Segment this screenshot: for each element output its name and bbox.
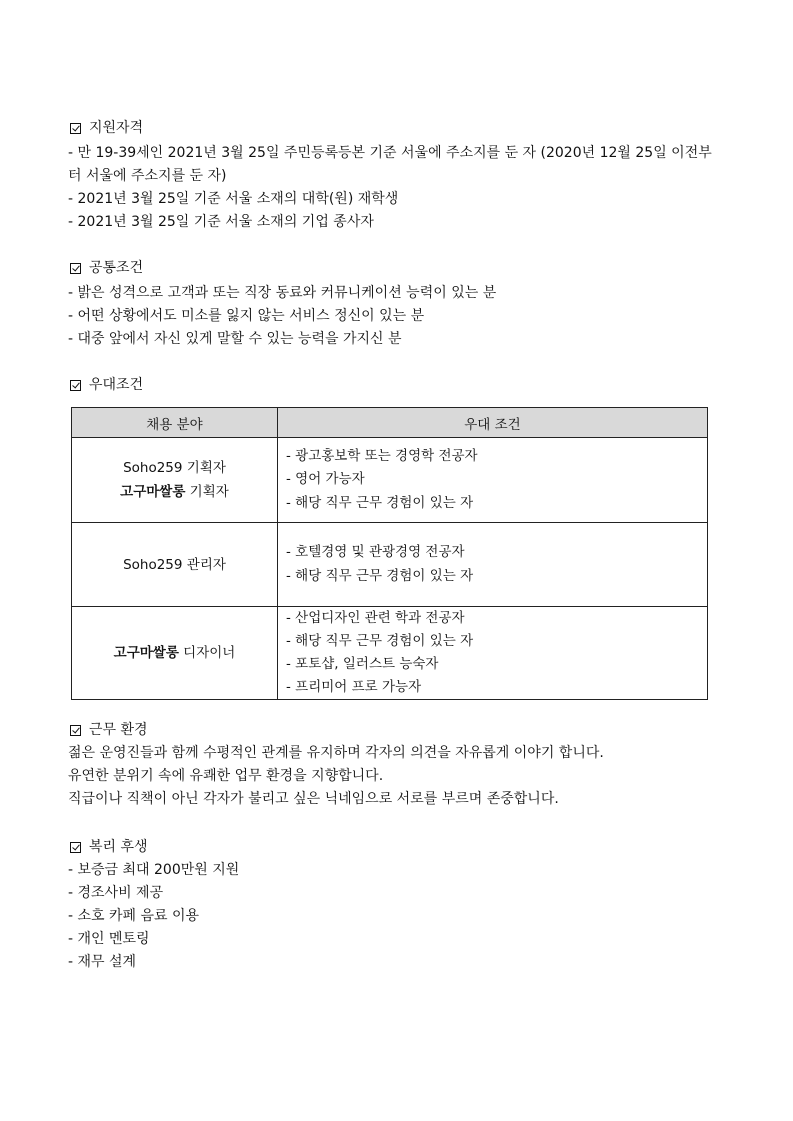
condition-item: - 프리미어 프로 가능자 — [286, 679, 422, 695]
condition-item: - 호텔경영 및 관광경영 전공자 — [286, 544, 465, 560]
checkbox-checked-icon — [70, 725, 81, 736]
table-row — [72, 438, 708, 523]
list-item: - 보증금 최대 200만원 지원 — [68, 862, 240, 878]
checkbox-checked-icon — [70, 263, 81, 274]
section-welfare — [68, 836, 728, 974]
field-cell — [72, 607, 278, 700]
paragraph-line: 직급이나 직책이 아닌 각자가 불리고 싶은 닉네임으로 서로를 부르며 존중합니다. — [68, 791, 559, 807]
table-header-row — [72, 408, 708, 438]
table-row — [72, 607, 708, 700]
condition-item: - 해당 직무 근무 경험이 있는 자 — [286, 633, 474, 649]
preferred-conditions-table — [71, 407, 708, 700]
section-title: 근무 환경 — [89, 722, 148, 738]
column-header-field: 채용 분야 — [72, 408, 278, 438]
list-item: - 재무 설계 — [68, 954, 137, 970]
section-common — [68, 257, 728, 351]
section-title: 공통조건 — [89, 260, 144, 276]
field-line: Soho259 기획자 — [123, 460, 226, 476]
checkbox-checked-icon — [70, 842, 81, 853]
section-heading — [68, 257, 728, 279]
section-preferred — [68, 374, 728, 396]
list-item: - 대중 앞에서 자신 있게 말할 수 있는 능력을 가지신 분 — [68, 331, 402, 347]
section-heading — [68, 719, 748, 741]
field-cell — [72, 523, 278, 607]
field-line: 고구마쌀롱 기획자 — [120, 484, 229, 500]
section-title: 복리 후생 — [89, 839, 148, 855]
list-item: - 만 19-39세인 2021년 3월 25일 주민등록등본 기준 서울에 주소지를 둔 자 (2020년 12월 25일 이전부터 서울에 주소지를 둔 자) — [68, 145, 712, 184]
section-heading — [68, 117, 728, 139]
section-environment — [68, 719, 748, 811]
list-item: - 경조사비 제공 — [68, 885, 164, 901]
list-item: - 2021년 3월 25일 기준 서울 소재의 대학(원) 재학생 — [68, 191, 399, 207]
conditions-cell — [278, 607, 708, 700]
section-qualification — [68, 117, 728, 234]
list-item: - 2021년 3월 25일 기준 서울 소재의 기업 종사자 — [68, 214, 374, 230]
list-item: - 소호 카페 음료 이용 — [68, 908, 200, 924]
condition-item: - 해당 직무 근무 경험이 있는 자 — [286, 567, 474, 584]
field-line: Soho259 관리자 — [123, 556, 226, 573]
section-title: 우대조건 — [89, 377, 144, 393]
field-cell — [72, 438, 278, 523]
condition-item: - 해당 직무 근무 경험이 있는 자 — [286, 494, 474, 511]
section-heading — [68, 836, 728, 858]
paragraph-line: 젊은 운영진들과 함께 수평적인 관계를 유지하며 각자의 의견을 자유롭게 이야기 합니다. — [68, 745, 604, 761]
checkbox-checked-icon — [70, 123, 81, 134]
column-header-conditions: 우대 조건 — [278, 408, 708, 438]
condition-item: - 광고홍보학 또는 경영학 전공자 — [286, 447, 478, 464]
list-item: - 개인 멘토링 — [68, 931, 150, 947]
field-line: 고구마쌀롱 디자이너 — [113, 645, 236, 661]
conditions-cell — [278, 438, 708, 523]
conditions-cell — [278, 523, 708, 607]
paragraph-line: 유연한 분위기 속에 유쾌한 업무 환경을 지향합니다. — [68, 768, 384, 784]
section-heading — [68, 374, 728, 396]
condition-item: - 포토샵, 일러스트 능숙자 — [286, 656, 439, 672]
condition-item: - 산업디자인 관련 학과 전공자 — [286, 610, 465, 626]
list-item: - 밝은 성격으로 고객과 또는 직장 동료와 커뮤니케이션 능력이 있는 분 — [68, 285, 497, 301]
list-item: - 어떤 상황에서도 미소를 잃지 않는 서비스 정신이 있는 분 — [68, 308, 425, 324]
checkbox-checked-icon — [70, 380, 81, 391]
condition-item: - 영어 가능자 — [286, 471, 365, 488]
section-title: 지원자격 — [89, 120, 144, 136]
table-row — [72, 523, 708, 607]
